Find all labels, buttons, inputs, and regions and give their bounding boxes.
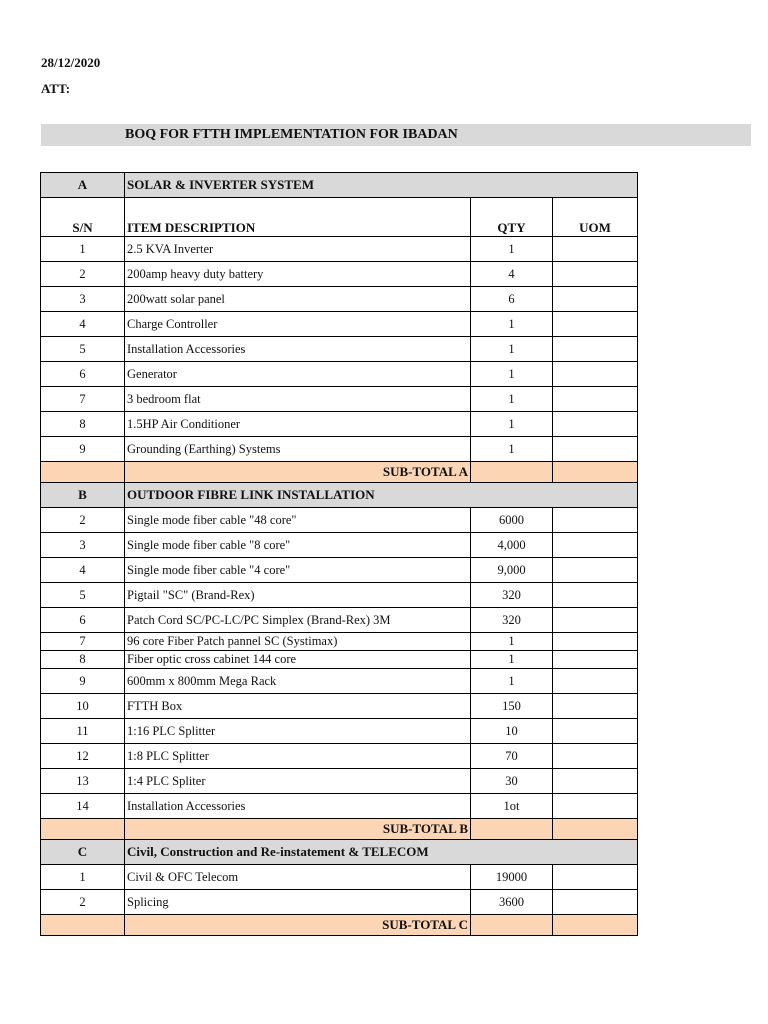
table-row: [41, 769, 638, 794]
section-header-row: [41, 173, 638, 198]
table-row: [41, 533, 638, 558]
item-sn: 13: [41, 769, 125, 794]
subtotal-qty: [471, 819, 553, 840]
item-qty: 1: [471, 412, 553, 437]
item-qty: 70: [471, 744, 553, 769]
section-title: SOLAR & INVERTER SYSTEM: [125, 173, 638, 198]
item-description: Installation Accessories: [125, 337, 471, 362]
item-qty: 320: [471, 583, 553, 608]
document-date: 28/12/2020: [41, 55, 101, 70]
subtotal-label: SUB-TOTAL B: [125, 819, 471, 840]
section-code: A: [41, 173, 125, 198]
item-qty: 9,000: [471, 558, 553, 583]
table-row: [41, 890, 638, 915]
item-uom: [553, 769, 638, 794]
item-uom: [553, 508, 638, 533]
item-qty: 19000: [471, 865, 553, 890]
attention-label: ATT:: [41, 81, 71, 96]
item-sn: 2: [41, 262, 125, 287]
table-row: [41, 437, 638, 462]
table-row: [41, 287, 638, 312]
item-qty: 4: [471, 262, 553, 287]
table-row: [41, 583, 638, 608]
subtotal-uom: [553, 915, 638, 936]
table-row: [41, 608, 638, 633]
table-row: [41, 262, 638, 287]
item-sn: 10: [41, 694, 125, 719]
item-description: Pigtail "SC" (Brand-Rex): [125, 583, 471, 608]
item-description: 3 bedroom flat: [125, 387, 471, 412]
section-title: OUTDOOR FIBRE LINK INSTALLATION: [125, 483, 638, 508]
item-description: 1:16 PLC Splitter: [125, 719, 471, 744]
item-sn: 14: [41, 794, 125, 819]
item-uom: [553, 744, 638, 769]
item-uom: [553, 387, 638, 412]
column-header-qty: QTY: [471, 198, 553, 237]
section-header-row: [41, 483, 638, 508]
item-sn: 1: [41, 237, 125, 262]
table-row: [41, 312, 638, 337]
item-uom: [553, 362, 638, 387]
item-sn: 1: [41, 865, 125, 890]
item-sn: 8: [41, 412, 125, 437]
item-sn: 12: [41, 744, 125, 769]
item-description: Grounding (Earthing) Systems: [125, 437, 471, 462]
boq-table-body: [41, 173, 638, 936]
table-row: [41, 412, 638, 437]
item-description: 600mm x 800mm Mega Rack: [125, 669, 471, 694]
item-qty: 1: [471, 387, 553, 412]
item-qty: 1: [471, 362, 553, 387]
item-uom: [553, 633, 638, 651]
table-row: [41, 337, 638, 362]
item-qty: 1: [471, 437, 553, 462]
item-qty: 1: [471, 651, 553, 669]
table-row: [41, 633, 638, 651]
item-qty: 1: [471, 633, 553, 651]
item-qty: 6: [471, 287, 553, 312]
section-header-row: [41, 840, 638, 865]
item-sn: 9: [41, 437, 125, 462]
item-uom: [553, 794, 638, 819]
item-description: Generator: [125, 362, 471, 387]
column-header-description: ITEM DESCRIPTION: [125, 198, 471, 237]
item-description: Single mode fiber cable "4 core": [125, 558, 471, 583]
item-qty: 1: [471, 237, 553, 262]
subtotal-row: [41, 915, 638, 936]
item-uom: [553, 865, 638, 890]
item-description: Civil & OFC Telecom: [125, 865, 471, 890]
section-code: B: [41, 483, 125, 508]
boq-table: [40, 172, 638, 936]
table-row: [41, 694, 638, 719]
item-sn: 8: [41, 651, 125, 669]
item-sn: 2: [41, 508, 125, 533]
item-qty: 320: [471, 608, 553, 633]
subtotal-qty: [471, 915, 553, 936]
item-qty: 6000: [471, 508, 553, 533]
item-qty: 3600: [471, 890, 553, 915]
subtotal-label: SUB-TOTAL A: [125, 462, 471, 483]
subtotal-uom: [553, 462, 638, 483]
item-uom: [553, 890, 638, 915]
item-sn: 11: [41, 719, 125, 744]
item-uom: [553, 437, 638, 462]
item-qty: 4,000: [471, 533, 553, 558]
item-description: 1:8 PLC Splitter: [125, 744, 471, 769]
item-description: Charge Controller: [125, 312, 471, 337]
item-uom: [553, 694, 638, 719]
item-qty: 150: [471, 694, 553, 719]
subtotal-uom: [553, 819, 638, 840]
item-sn: 2: [41, 890, 125, 915]
item-description: 200amp heavy duty battery: [125, 262, 471, 287]
item-sn: 7: [41, 387, 125, 412]
item-qty: 1: [471, 669, 553, 694]
subtotal-blank: [41, 819, 125, 840]
item-uom: [553, 719, 638, 744]
item-uom: [553, 651, 638, 669]
item-sn: 4: [41, 558, 125, 583]
column-header-uom: UOM: [553, 198, 638, 237]
item-sn: 4: [41, 312, 125, 337]
item-uom: [553, 608, 638, 633]
item-sn: 9: [41, 669, 125, 694]
item-description: Splicing: [125, 890, 471, 915]
subtotal-blank: [41, 915, 125, 936]
subtotal-row: [41, 819, 638, 840]
subtotal-row: [41, 462, 638, 483]
table-row: [41, 669, 638, 694]
column-header-sn: S/N: [41, 198, 125, 237]
item-sn: 6: [41, 608, 125, 633]
item-uom: [553, 583, 638, 608]
table-row: [41, 865, 638, 890]
item-sn: 5: [41, 583, 125, 608]
item-sn: 5: [41, 337, 125, 362]
table-row: [41, 794, 638, 819]
item-description: Patch Cord SC/PC-LC/PC Simplex (Brand-Rex) 3M: [125, 608, 471, 633]
item-description: Single mode fiber cable "48 core": [125, 508, 471, 533]
item-description: 96 core Fiber Patch pannel SC (Systimax): [125, 633, 471, 651]
table-row: [41, 387, 638, 412]
item-description: 200watt solar panel: [125, 287, 471, 312]
item-uom: [553, 262, 638, 287]
item-uom: [553, 412, 638, 437]
item-qty: 10: [471, 719, 553, 744]
item-description: FTTH Box: [125, 694, 471, 719]
title-bar: [41, 124, 751, 146]
item-uom: [553, 533, 638, 558]
document-title: BOQ FOR FTTH IMPLEMENTATION FOR IBADAN: [125, 127, 458, 142]
table-row: [41, 558, 638, 583]
item-uom: [553, 237, 638, 262]
table-row: [41, 651, 638, 669]
table-row: [41, 508, 638, 533]
item-uom: [553, 669, 638, 694]
section-title: Civil, Construction and Re-instatement & TELECOM: [125, 840, 638, 865]
item-qty: 30: [471, 769, 553, 794]
item-sn: 3: [41, 533, 125, 558]
column-header-row: [41, 198, 638, 237]
table-row: [41, 362, 638, 387]
item-sn: 7: [41, 633, 125, 651]
table-row: [41, 744, 638, 769]
item-description: Fiber optic cross cabinet 144 core: [125, 651, 471, 669]
item-description: Single mode fiber cable "8 core": [125, 533, 471, 558]
section-code: C: [41, 840, 125, 865]
item-uom: [553, 287, 638, 312]
item-description: 1:4 PLC Spliter: [125, 769, 471, 794]
item-description: 1.5HP Air Conditioner: [125, 412, 471, 437]
item-sn: 3: [41, 287, 125, 312]
table-row: [41, 719, 638, 744]
item-qty: 1ot: [471, 794, 553, 819]
item-qty: 1: [471, 312, 553, 337]
subtotal-blank: [41, 462, 125, 483]
subtotal-qty: [471, 462, 553, 483]
item-uom: [553, 312, 638, 337]
item-uom: [553, 337, 638, 362]
subtotal-label: SUB-TOTAL C: [125, 915, 471, 936]
item-description: 2.5 KVA Inverter: [125, 237, 471, 262]
item-description: Installation Accessories: [125, 794, 471, 819]
table-row: [41, 237, 638, 262]
item-uom: [553, 558, 638, 583]
item-qty: 1: [471, 337, 553, 362]
item-sn: 6: [41, 362, 125, 387]
